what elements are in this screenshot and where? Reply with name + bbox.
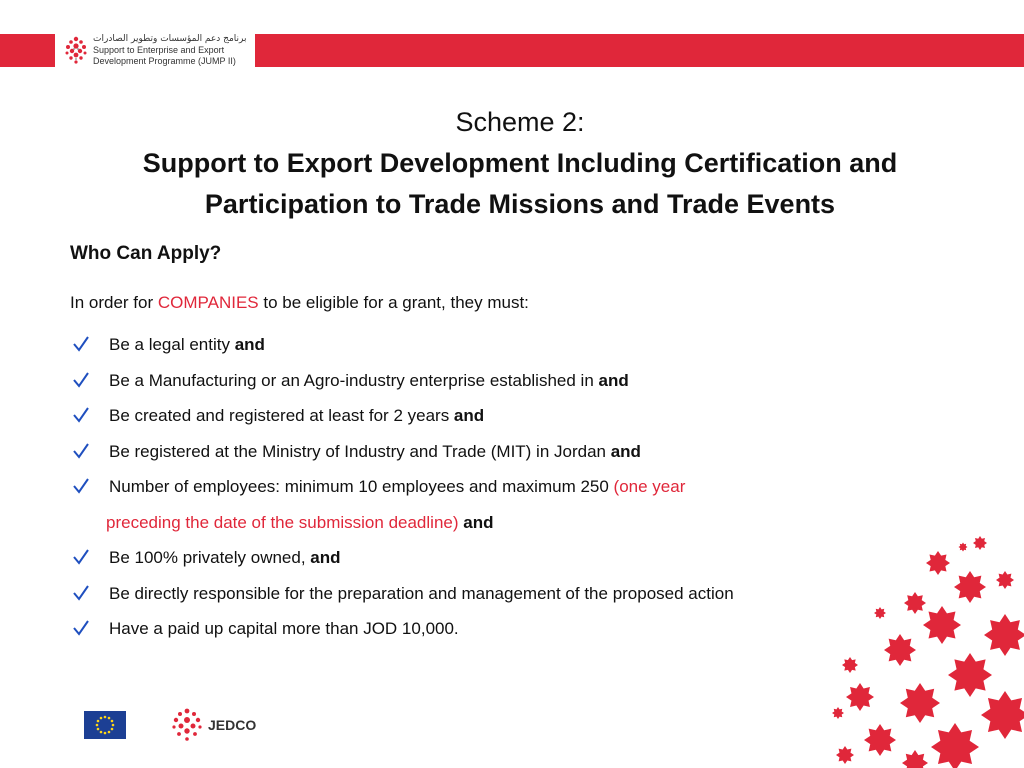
intro-sentence [70,293,529,313]
criteria-connector: and [610,441,641,461]
criteria-list [72,333,912,653]
criteria-item [72,546,912,582]
intro-text-before: In order for [70,293,158,312]
criteria-text: Be created and registered at least for 2 years [109,406,454,425]
criteria-red-note: (one year [613,477,686,496]
criteria-text: Be a legal entity [109,335,235,354]
criteria-connector: and [453,406,485,425]
criteria-text: Be registered at the Ministry of Industry and Trade (MIT) in Jordan [109,441,611,461]
jedco-logo [170,705,270,745]
intro-text-after: to be eligible for a grant, they must: [258,293,529,312]
slide-title [60,102,980,225]
criteria-item [72,404,912,440]
jedco-mark-icon [170,706,204,744]
programme-logo [55,30,255,70]
subheading: Who Can Apply? [70,243,222,264]
criteria-item-continuation [72,511,912,547]
criteria-item [72,440,912,476]
criteria-item [72,369,912,405]
logo-text-line1: Support to Enterprise and Export [93,44,225,55]
eu-flag-icon [84,711,126,739]
checkmark-icon [72,477,90,495]
checkmark-icon [72,371,90,389]
criteria-connector: and [234,335,265,354]
programme-logo-mark-icon [63,33,89,67]
criteria-text: Be 100% privately owned, [109,548,311,567]
intro-highlight: COMPANIES [157,293,259,312]
checkmark-icon [72,406,90,424]
criteria-item [72,617,912,653]
logo-text-line2: Development Programme (JUMP II) [93,55,236,66]
title-line-2: Support to Export Development Including Certification and [142,148,898,178]
criteria-connector: and [310,548,341,567]
logo-arabic-text: برنامج دعم المؤسسات وتطوير الصادرات [93,33,247,44]
checkmark-icon [72,548,90,566]
criteria-text: Be a Manufacturing or an Agro-industry enterprise established in [109,370,599,390]
checkmark-icon [72,584,90,602]
criteria-item [72,582,912,618]
criteria-connector: and [458,512,494,532]
jedco-logo-text: JEDCO [208,717,257,733]
checkmark-icon [72,335,90,353]
criteria-text: Have a paid up capital more than JOD 10,000. [109,619,459,638]
title-line-3: Participation to Trade Missions and Trade Events [204,189,836,219]
checkmark-icon [72,442,90,460]
criteria-red-note: preceding the date of the submission deadline) [106,512,459,532]
criteria-item [72,475,912,511]
criteria-connector: and [598,370,629,390]
checkmark-icon [72,619,90,637]
decorative-stars [820,525,1024,768]
criteria-text: Number of employees: minimum 10 employees and maximum 250 [109,477,614,496]
criteria-text: Be directly responsible for the preparation and management of the proposed action [109,583,734,603]
title-line-1: Scheme 2: [455,107,585,137]
criteria-item [72,333,912,369]
